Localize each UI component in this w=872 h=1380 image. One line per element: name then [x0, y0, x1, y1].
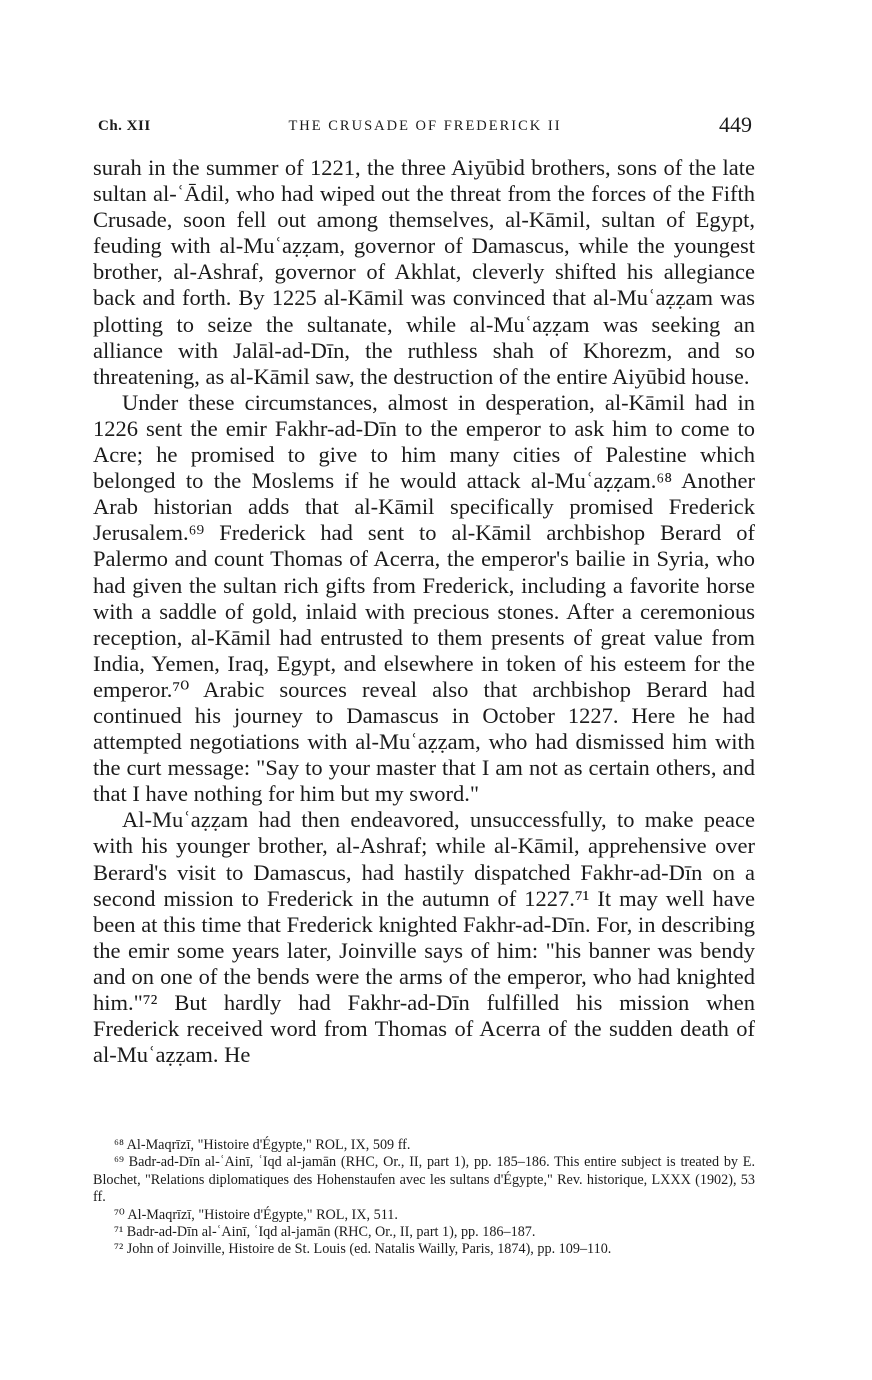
footnote: ⁷¹ Badr-ad-Dīn al-ʿAinī, ʿIqd al-jamān (RHC, Or., II, part 1), pp. 186–187.	[114, 1224, 536, 1241]
footnote: ⁷⁰ Al-Maqrīzī, "Histoire d'Égypte," ROL, IX, 511.	[114, 1206, 398, 1223]
running-title: THE CRUSADE OF FREDERICK II	[288, 118, 562, 134]
paragraph: surah in the summer of 1221, the three Aiyūbid brothers, sons of the late sultan al-ʿĀdil, who had wiped out the threat from the forces of the Fifth Crusade, soon fell out among themselves, al-Kāmil, sultan of Egypt, feuding with al-Muʿaẓẓam, governor of Damascus, while the youngest brother, al-Ashraf, governor of Akhlat, cleverly shifted his allegiance back and forth. By 1225 al-Kāmil was convinced that al-Muʿaẓẓam was plotting to seize the sultanate, while al-Muʿaẓẓam was seeking an alliance with Jalāl-ad-Dīn, the ruthless shah of Khorezm, and so threatening, as al-Kāmil saw, the destruction of the entire Aiyūbid house.	[93, 155, 755, 389]
footnote: ⁷² John of Joinville, Histoire de St. Louis (ed. Natalis Wailly, Paris, 1874), pp. 109–110.	[114, 1241, 612, 1258]
footnote: ⁶⁹ Badr-ad-Dīn al-ʿAinī, ʿIqd al-jamān (RHC, Or., II, part 1), pp. 185–186. This entire subject is treated by E. Blochet, "Relations diplomatiques des Hohenstaufen avec les sultans d'Égypte," Rev. historique, LXXX (1902), 53 ff.	[93, 1154, 755, 1206]
chapter-label: Ch. XII	[98, 118, 151, 134]
footnote: ⁶⁸ Al-Maqrīzī, "Histoire d'Égypte," ROL, IX, 509 ff.	[114, 1137, 411, 1153]
footnotes	[93, 1137, 755, 1259]
paragraph: Under these circumstances, almost in desperation, al-Kāmil had in 1226 sent the emir Fakhr-ad-Dīn to the emperor to ask him to come to Acre; he promised to give to him many cities of Palestine which belonged to the Moslems if he would attack al-Muʿaẓẓam.⁶⁸ Another Arab historian adds that al-Kāmil specifically promised Frederick Jerusalem.⁶⁹ Frederick had sent to al-Kāmil archbishop Berard of Palermo and count Thomas of Acerra, the emperor's bailie in Syria, who had given the sultan rich gifts from Frederick, including a favorite horse with a saddle of gold, inlaid with precious stones. After a ceremonious reception, al-Kāmil had entrusted to them presents of great value from India, Yemen, Iraq, Egypt, and elsewhere in token of his esteem for the emperor.⁷⁰ Arabic sources reveal also that archbishop Berard had continued his journey to Damascus in October 1227. Here he had attempted negotiations with al-Muʿaẓẓam, who had dismissed him with the curt message: "Say to your master that I am not as certain others, and that I have nothing for him but my sword."	[93, 389, 755, 807]
running-head	[98, 112, 752, 142]
body-text	[93, 155, 755, 1068]
page-number: 449	[719, 112, 752, 137]
paragraph: Al-Muʿaẓẓam had then endeavored, unsuccessfully, to make peace with his younger brother, al-Ashraf; while al-Kāmil, apprehensive over Berard's visit to Damascus, had hastily dispatched Fakhr-ad-Dīn on a second mission to Frederick in the autumn of 1227.⁷¹ It may well have been at this time that Frederick knighted Fakhr-ad-Dīn. For, in describing the emir some years later, Joinville says of him: "his banner was bendy and on one of the bends were the arms of the emperor, who had knighted him."⁷² But hardly had Fakhr-ad-Dīn fulfilled his mission when Frederick received word from Thomas of Acerra of the sudden death of al-Muʿaẓẓam. He	[93, 807, 755, 1068]
